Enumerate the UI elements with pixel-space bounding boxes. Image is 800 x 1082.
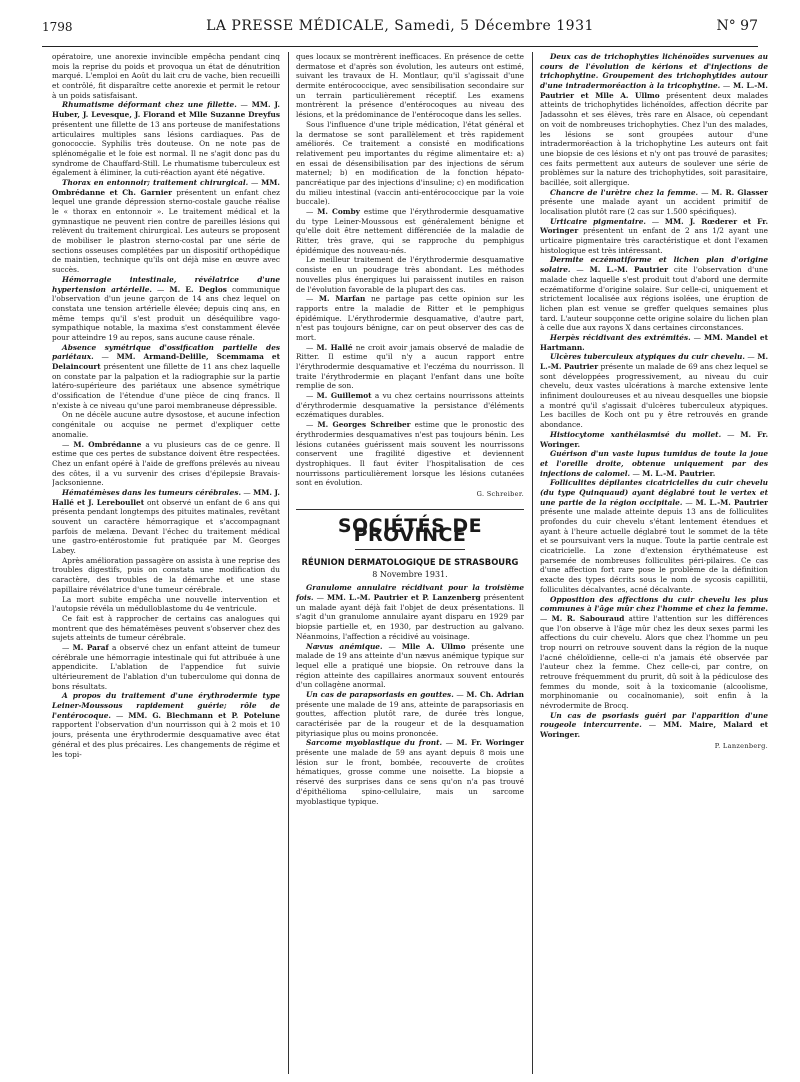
communication: Folliculites dépilantes cicatricielles du cuir chevelu (du type Quinquaud) ayant déglabré tout le vertex et une partie de la région occipitale. — M. L.-M. Pautrier présente une malade atteinte depuis 13 ans de folliculites profondes du cuir chevelu s'étant lentement étendues et ayant à l'heure actuelle déglabré tout le sommet de la tête et se poursuivant vers la nuque. Toute la partie centrale est cicatricielle. La zone d'extension érythémateuse est parsemée de nombreuses folliculites péri-pilaires. Ce cas d'une affection fort rare pose le problème de la définition exacte des types décrits sous le nom de sycosis capillitii, folliculites décalvantes, acné décalvante. bbox=[540, 478, 768, 594]
communication: Granulome annulaire récidivant pour la troisième fois. — MM. L.-M. Pautrier et P. Lanzenberg présentent un malade ayant déjà fait l'objet de deux présentations. Il s'agit d'un granulome annulaire ayant disparu en 1929 par biopsie partielle et, en 1930, par destruction au galvano. Néanmoins, l'affection a récidivé au voisinage. bbox=[296, 583, 524, 641]
title-rule bbox=[355, 549, 465, 550]
communication: Herpès récidivant des extrémités. — MM. Mandel et Hartmann. bbox=[540, 332, 768, 352]
column-2 bbox=[296, 52, 524, 1074]
header-rule bbox=[42, 46, 758, 47]
communication: Absence symétrique d'ossification partielle des pariétaux. — MM. Armand-Delille, Scemmama et Delaincourt présentent une fillette de 11 ans chez laquelle on constate par la palpation et la radiographie sur la partie latéro-supérieure des pariétaux une absence symétrique d'ossification de l'étendue d'une pièce de cinq francs. Il n'existe à ce niveau qu'une paroi membraneuse dépressible. bbox=[52, 342, 280, 410]
section-divider bbox=[296, 509, 524, 510]
paragraph: opératoire, une anorexie invincible empêcha pendant cinq mois la reprise du poids et provoqua un état de dénutrition marqué. L'emploi en Août du lait cru de vache, bien recueilli et contrôlé, fit disparaître cette anorexie et permit le retour à un poids satisfaisant. bbox=[52, 52, 280, 100]
communication: Deux cas de trichophyties lichénoïdes survenues au cours de l'évolution de kérions et d'injections de trichophytine. Groupement des trichophytides autour d'une intradermoréaction à la tricophytine. — M. L.-M. Pautrier et Mlle A. Ullmo présentent deux malades atteints de trichophytides lichénoïdes, affection décrite par Jadassohn et ses élèves, très rare en Alsace, où cependant on voit de nombreuses trichophyties. Chez l'un des malades, les lésions se sont groupées autour d'une intradermoréaction à la trichophytine Les auteurs ont fait une biopsie de ces lésions et n'y ont pas trouvé de parasites; ces faits permettent aux auteurs de soulever une série de problèmes sur la nature des trichophytides, soit parasitaire, bacillée, soit allergique. bbox=[540, 52, 768, 187]
signature: P. Lanzenberg. bbox=[714, 741, 768, 750]
issue-number: N° 97 bbox=[716, 18, 758, 34]
discussion: — M. Guillemot a vu chez certains nourrissons atteints d'érythrodermie desquamative la persistance d'éléments eczématiques durables. bbox=[296, 391, 524, 420]
discussion: — M. Ombrédanne a vu plusieurs cas de ce genre. Il estime que ces pertes de substance doivent être respectées. Chez un enfant opéré à l'aide de greffons prélevés au niveau des côtes, il a vu survenir des crises d'épilepsie Bravais-Jacksonienne. bbox=[52, 439, 280, 488]
discussion: — M. Marfan ne partage pas cette opinion sur les rapports entre la maladie de Ritter et le pemphigus épidémique. L'érythrodermie desquamative, d'autre part, n'est pas toujours bénigne, car on peut observer des cas de mort. bbox=[296, 294, 524, 342]
section-title: SOCIÉTÉS DE PROVINCE bbox=[337, 514, 483, 547]
meeting-date: 8 Novembre 1931. bbox=[372, 569, 448, 579]
article-columns bbox=[52, 52, 768, 1074]
paragraph: Le meilleur traitement de l'érythrodermie desquamative consiste en un poudrage très abondant. Les méthodes nouvelles plus énergiques lui paraissent inutiles en raison de l'évolution favorable de la plupart des cas. bbox=[296, 255, 524, 294]
communication: A propos du traitement d'une érythrodermie type Leiner-Moussous rapidement guérie; rôle de l'entérocoque. — MM. G. Blechmann et P. Potelune rapportent l'observation d'un nourrisson qui à 2 mois et 10 jours, présenta une érythrodermie desquamative avec état général et des plus précaires. Les changements de régime et les topi- bbox=[52, 691, 280, 759]
communication: Un cas de parapsoriasis en gouttes. — M. Ch. Adrian présente une malade de 19 ans, atteinte de parapsoriasis en gouttes, affection plutôt rare, de durée très longue, caractérisée par de la rougeur et de la desquamation pityriasique plus ou moins prononcée. bbox=[296, 689, 524, 738]
communication: Thorax en entonnoir; traitement chirurgical. — MM. Ombrédanne et Ch. Garnier présentent un enfant chez lequel une grande dépression sterno-costale gauche réalise le « thorax en entonnoir ». Le traitement médical et la gymnastique ne peuvent rien contre de pareilles lésions qui relèvent du traitement chirurgical. Les auteurs se proposent de mobiliser le plastron sterno-costal par une série de sections osseuses complétées par un dispositif orthopédique de maintien, technique qu'ils ont déjà mise en œuvre avec succès. bbox=[52, 177, 280, 275]
communication: Opposition des affections du cuir chevelu les plus communes à l'âge mûr chez l'homme et chez la femme. — M. R. Sabouraud attire l'attention sur les différences que l'on observe à l'âge mûr chez les deux sexes parmi les affections du cuir chevelu. Alors que chez l'homme un peu trop nourri on retrouve souvent dans la région de la nuque l'acné chéloïdienne, celle-ci n'a jamais été observée par l'auteur chez la femme. Chez celle-ci, par contre, on retrouve fréquemment du prurit, dû soit à la pédiculose des femmes du monde, soit à la toxicomanie (alcoolisme, morphinomanie ou cocaïnomanie), soit enfin à la névrodermite de Brocq. bbox=[540, 594, 768, 711]
paragraph: Sous l'influence d'une triple médication, l'état général et la dermatose se sont parallèlement et très rapidement améliorés. Ce traitement a consisté en modifications relativement peu importantes du régime alimentaire et: a) en essai de désensibilisation par des injections de sérum maternel; b) en modification de la fonction hépato-pancréatique par des injections d'insuline; c) en modification du milieu intestinal (vaccin anti-entérococcique par la voie buccale). bbox=[296, 119, 524, 207]
discussion: — M. Comby estime que l'érythrodermie desquamative du type Leiner-Moussous est généralement bénigne et qu'elle doit être nettement différenciée de la maladie de Ritter, très grave, qui se rapproche du pemphigus épidémique des nouveau-nés. bbox=[296, 207, 524, 255]
column-3 bbox=[540, 52, 768, 1074]
communication: Hémorragie intestinale, révélatrice d'une hypertension artérielle. — M. E. Deglos communique l'observation d'un jeune garçon de 14 ans chez lequel on constata une tension artérielle élevée; depuis cinq ans, en même temps qu'il s'est produit un déséquilibre vago-sympathique notable, la maxima s'est constamment élevée pour atteindre 19 au repos, sans aucune cause rénale. bbox=[52, 274, 280, 342]
communication: Un cas de psoriasis guéri par l'apparition d'une rougeole intercurrente. — MM. Maire, Malard et Woringer. bbox=[540, 710, 768, 740]
paragraph: On ne décèle aucune autre dysostose, et aucune infection congénitale ou acquise ne permet d'expliquer cette anomalie. bbox=[52, 410, 280, 439]
paragraph: Après amélioration passagère on assista à une reprise des troubles digestifs, puis on constata une modification du caractère, des troubles de la démarche et une stase papillaire révélatrice d'une tumeur cérébrale. bbox=[52, 555, 280, 594]
communication: Histiocytome xanthélasmisé du mollet. — M. Fr. Woringer. bbox=[540, 429, 768, 449]
communication: Hématémèses dans les tumeurs cérébrales. — MM. J. Hallé et J. Lereboullet ont observé un enfant de 6 ans qui présenta pendant longtemps des pituites matinales, revêtant souvent un caractère hémorragique et s'accompagnant parfois de melæna. Devant l'échec du traitement médical une gastro-entérostomie fut pratiquée par M. Georges Labey. bbox=[52, 487, 280, 556]
paragraph: Ce fait est à rapprocher de certains cas analogues qui montrent que des hématémèses peuvent s'observer chez des sujets atteints de tumeur cérébrale. bbox=[52, 613, 280, 643]
page-number: 1798 bbox=[42, 20, 73, 34]
communication: Guérison d'un vaste lupus tumidus de toute la joue et l'oreille droite, obtenue uniquement par des injections de calomel. — M. L.-M. Pautrier. bbox=[540, 449, 768, 478]
discussion: — M. Georges Schreiber estime que le pronostic des érythrodermies desquamatives n'est pas toujours bénin. Les lésions cutanées guérissent mais souvent les nourrissons conservent une fragilité digestive et deviennent dystrophiques. Il faut éviter l'hospitalisation de ces nourrissons particulièrement lorsque les lésions cutanées sont en évolution. bbox=[296, 420, 524, 488]
communication: Urticaire pigmentaire. — MM. J. Rœderer et Fr. Woringer présentent un enfant de 2 ans 1/2 ayant une urticaire pigmentaire très caractéristique et dont l'examen histologique est très intéressant. bbox=[540, 216, 768, 255]
journal-title: LA PRESSE MÉDICALE, Samedi, 5 Décembre 1931 bbox=[206, 18, 594, 34]
meeting-title: RÉUNION DERMATOLOGIQUE DE STRASBOURG bbox=[301, 557, 519, 567]
communication: Sarcome myoblastique du front. — M. Fr. Woringer présente une malade de 59 ans ayant depuis 8 mois une lésion sur le front, bombée, recouverte de croûtes hématiques, grosse comme une noisette. La biopsie a réservé des surprises dans ce sens qu'on n'a pas trouvé d'épithélioma spino-cellulaire, mais un sarcome myoblastique typique. bbox=[296, 738, 524, 806]
signature: G. Schreiber. bbox=[476, 489, 524, 498]
paragraph: La mort subite empêcha une nouvelle intervention et l'autopsie révéla un médulloblastome du 4e ventricule. bbox=[52, 594, 280, 614]
paragraph: ques locaux se montrèrent inefficaces. En présence de cette dermatose et d'après son évolution, les auteurs ont estimé, suivant les travaux de H. Montlaur, qu'il s'agissait d'une dermite entérococcique, avec sensibilisation secondaire sur un terrain particulièrement réceptif. Les examens montrèrent la présence d'entérocoques au niveau des lésions, et la prédominance de l'entérocoque dans les selles. bbox=[296, 52, 524, 120]
page-header bbox=[42, 16, 758, 40]
communication: Dermite eczématiforme et lichen plan d'origine solaire. — M. L.-M. Pautrier cite l'observation d'une malade chez laquelle s'est produit tout d'abord une dermite eczématiforme d'origine solaire. Sur celle-ci, uniquement et strictement localisée aux régions isolées, une éruption de lichen plan est venue se greffer quelques semaines plus tard. L'auteur soupçonne cette origine solaire du lichen plan à celle due aux rayons X dans certaines circonstances. bbox=[540, 255, 768, 333]
communication: Nævus anémique. — Mlle A. Ullmo présente une malade de 19 ans atteinte d'un nævus anémique typique sur lequel elle a pratiqué une biopsie. On retrouve dans la région atteinte des capillaires anormaux souvent entourés d'un collagène anormal. bbox=[296, 641, 524, 690]
communication: Ulcères tuberculeux atypiques du cuir chevelu. — M. L.-M. Pautrier présente un malade de 69 ans chez lequel se sont développées progressivement, au niveau du cuir chevelu, deux vastes ulcérations à marche extensive lente infiniment douloureuses et au niveau desquelles une biopsie a montré qu'il s'agissait d'ulcères tuberculeux atypiques. Les bacilles de Koch ont pu y être retrouvés en grande abondance. bbox=[540, 352, 768, 430]
communication: Rhumatisme déformant chez une fillette. — MM. J. Huber, J. Levesque, J. Florand et Mlle Suzanne Dreyfus présentent une fillette de 13 ans porteuse de manifestations articulaires multiples sans lésions cardiaques. Pas de gonococcie. Syphilis très douteuse. On ne note pas de splénomégalie et le foie est normal. Il ne s'agit donc pas du syndrome de Chauffard-Still. Le rhumatisme tuberculeux est également à éliminer, la cuti-réaction ayant été négative. bbox=[52, 100, 280, 178]
column-1 bbox=[52, 52, 280, 1074]
discussion: — M. Hallé ne croit avoir jamais observé de maladie de Ritter. Il estime qu'il n'y a aucun rapport entre l'érythrodermie desquamative et l'eczéma du nourrisson. Il traite l'érythrodermie en plaçant l'enfant dans une boîte remplie de son. bbox=[296, 342, 524, 391]
discussion: — M. Paraf a observé chez un enfant atteint de tumeur cérébrale une hémorragie intestinale qui fut attribuée à une appendicite. L'ablation de l'appendice fut suivie ultérieurement de l'ablation d'un tuberculome qui donna de bons résultats. bbox=[52, 642, 280, 691]
communication: Chancre de l'urètre chez la femme. — M. R. Glasser présente une malade ayant un accident primitif de localisation plutôt rare (2 cas sur 1.500 spécifiques). bbox=[540, 187, 768, 216]
